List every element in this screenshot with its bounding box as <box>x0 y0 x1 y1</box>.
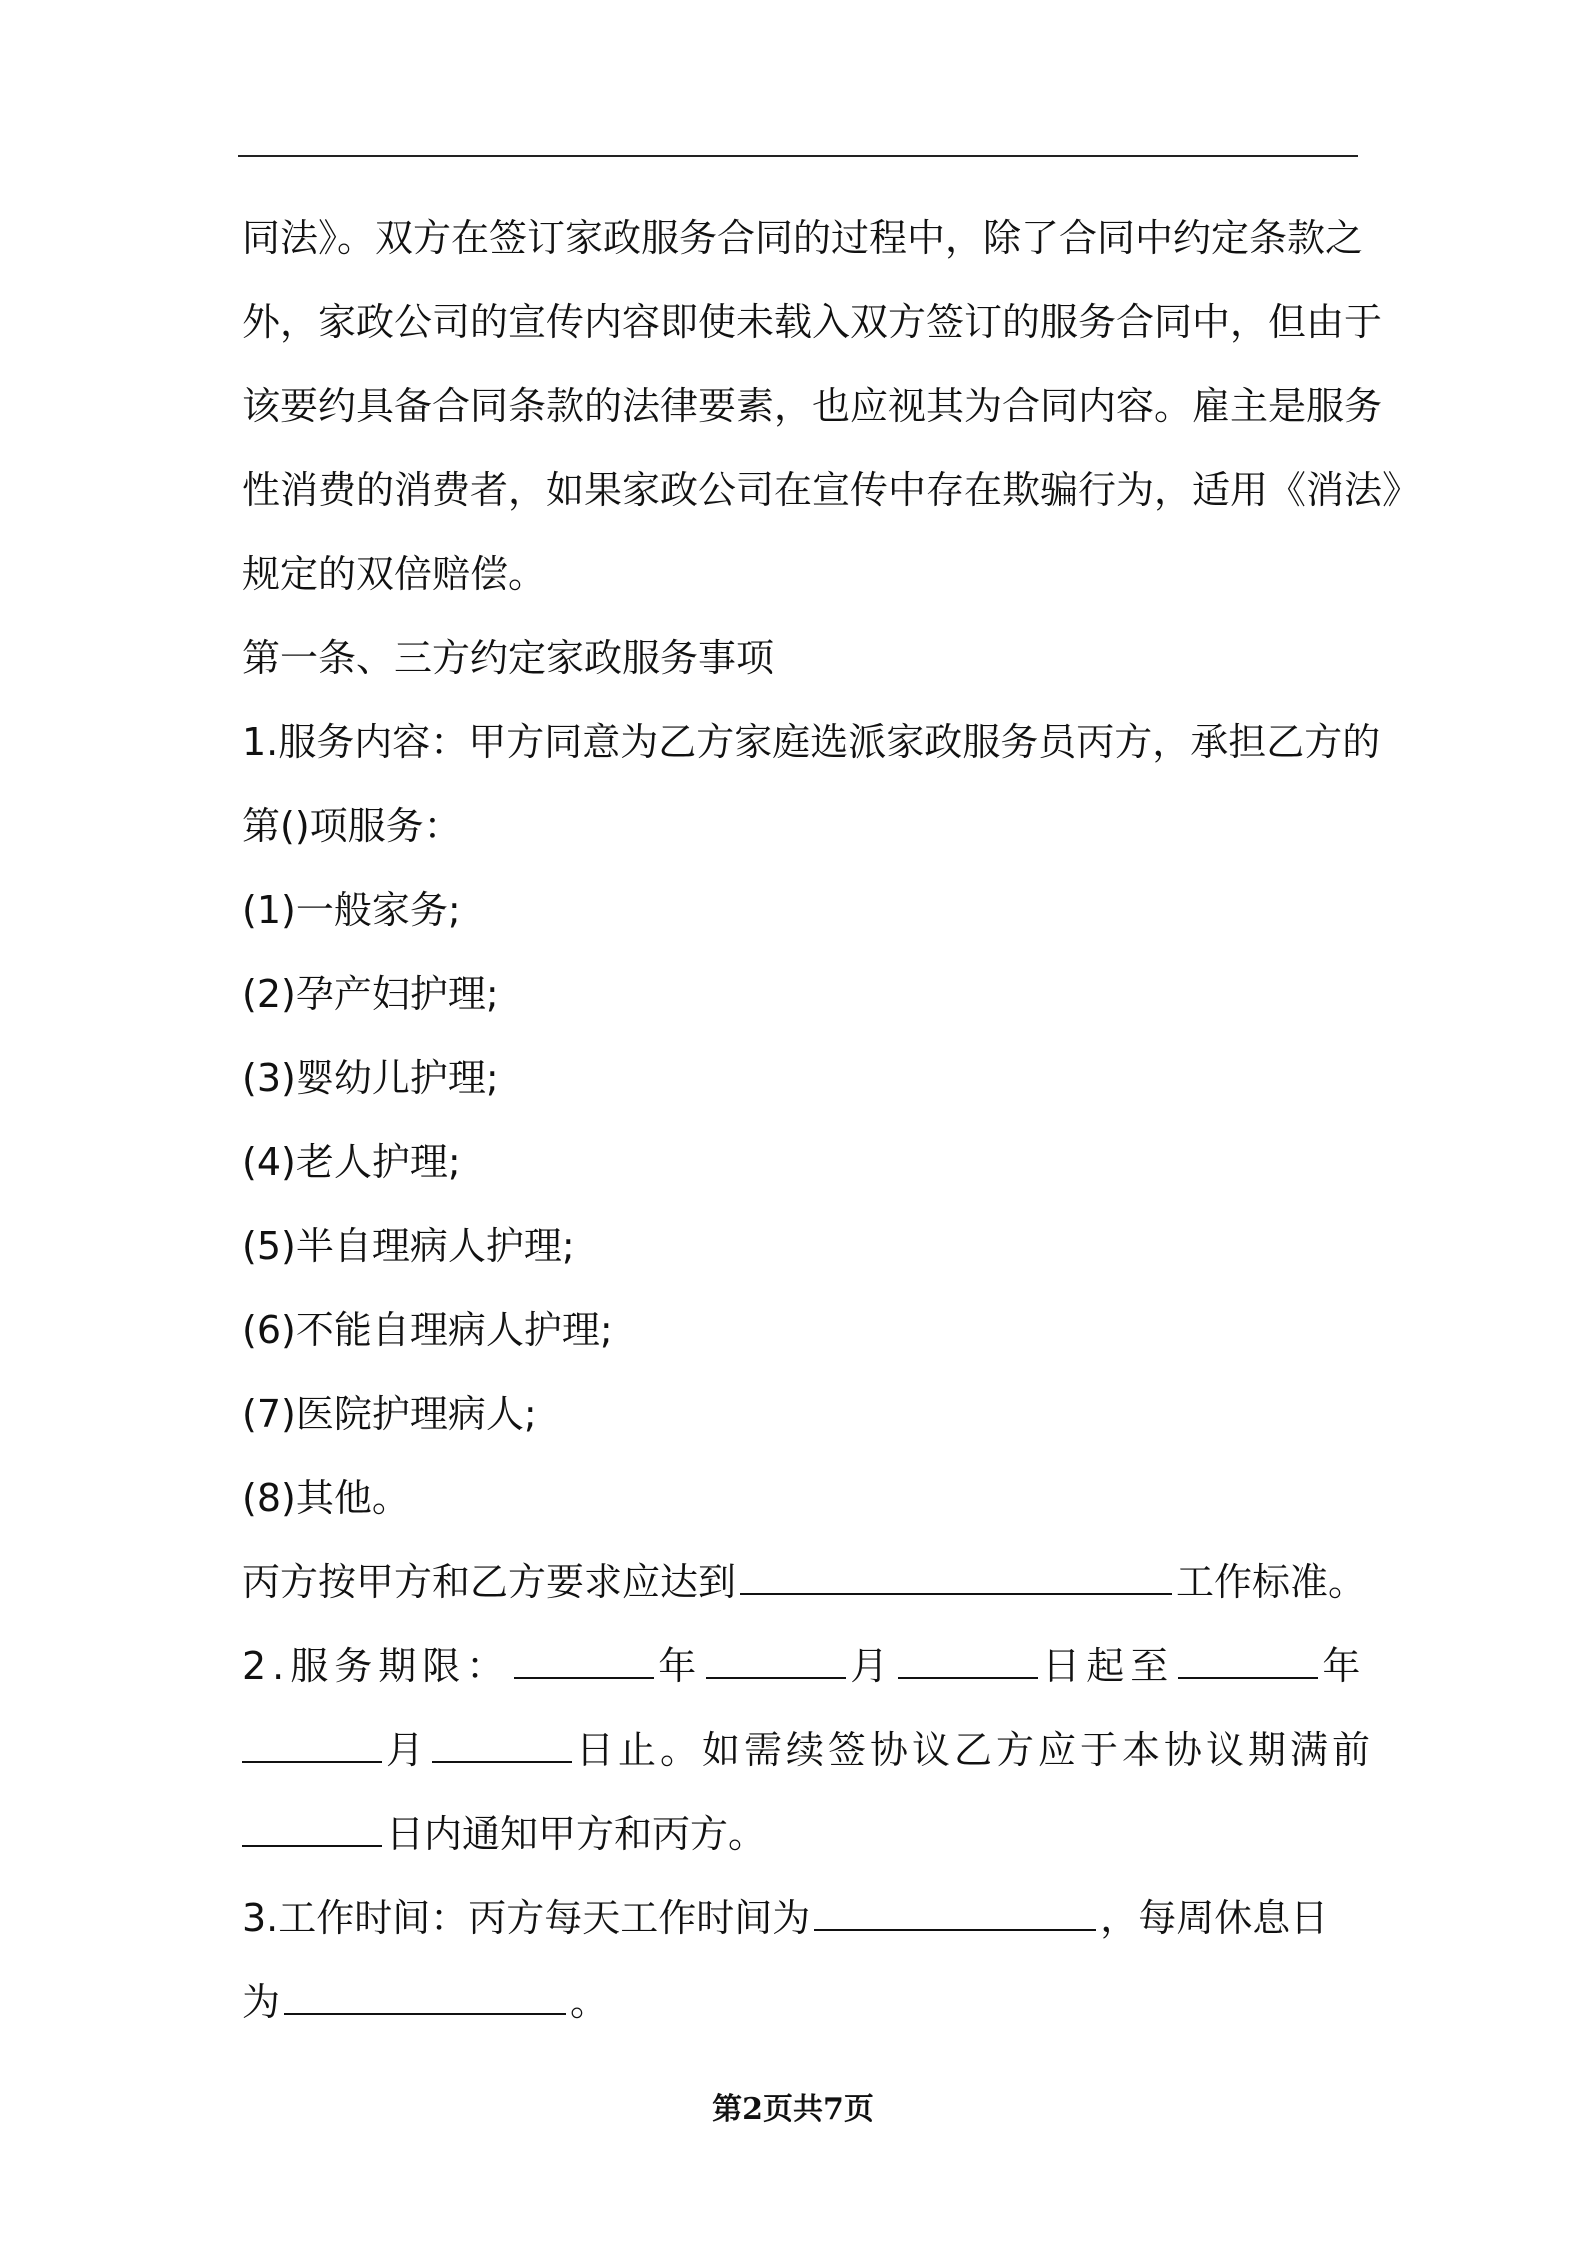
year-label: 年 <box>658 1644 703 1688</box>
month-label: 月 <box>386 1728 429 1772</box>
paragraph-line: 性消费的消费者，如果家政公司在宣传中存在欺骗行为，适用《消法》 <box>242 468 1421 512</box>
rest-day-suffix: 。 <box>570 1980 609 2024</box>
work-hours-mid: ，每周休息日 <box>1100 1896 1329 1940</box>
service-item: (7)医院护理病人; <box>242 1392 537 1436</box>
service-item: (6)不能自理病人护理; <box>242 1308 613 1352</box>
work-standard-prefix: 丙方按甲方和乙方要求应达到 <box>242 1560 737 1604</box>
paragraph-line: 规定的双倍赔偿。 <box>242 552 547 596</box>
work-standard-line <box>242 1540 1367 1624</box>
document-body <box>242 196 1421 2044</box>
work-standard-suffix: 工作标准。 <box>1176 1560 1367 1604</box>
start-month-blank <box>706 1647 846 1679</box>
page-number: 第2页共7页 <box>712 2092 874 2127</box>
service-term-line <box>242 1792 1356 1876</box>
notice-days-blank <box>242 1815 382 1847</box>
notice-text: 日内通知甲方和丙方。 <box>386 1812 767 1856</box>
end-month-blank <box>242 1731 382 1763</box>
paragraph-line: 该要约具备合同条款的法律要素，也应视其为合同内容。雇主是服务 <box>242 384 1383 428</box>
header-rule <box>238 155 1358 157</box>
start-year-blank <box>514 1647 654 1679</box>
service-term-line <box>242 1708 1375 1792</box>
work-hours-line <box>242 1960 1356 2044</box>
work-hours-line <box>242 1876 1356 1960</box>
rest-day-prefix: 为 <box>242 1980 281 2024</box>
paragraph-line: 同法》。双方在签订家政服务合同的过程中，除了合同中约定条款之 <box>242 216 1364 260</box>
service-term-line <box>242 1624 1367 1708</box>
service-term-label: 2.服务期限： <box>242 1644 511 1688</box>
service-item: (4)老人护理; <box>242 1140 461 1184</box>
year-label: 年 <box>1322 1644 1367 1688</box>
daily-hours-blank <box>814 1899 1096 1931</box>
service-item: (3)婴幼儿护理; <box>242 1056 499 1100</box>
rest-day-blank <box>284 1983 566 2015</box>
service-content-line: 第()项服务： <box>242 804 462 848</box>
work-standard-blank <box>740 1563 1172 1595</box>
month-label: 月 <box>850 1644 895 1688</box>
paragraph-line: 外，家政公司的宣传内容即使未载入双方签订的服务合同中，但由于 <box>242 300 1383 344</box>
article-heading: 第一条、三方约定家政服务事项 <box>242 636 775 680</box>
service-item: (5)半自理病人护理; <box>242 1224 575 1268</box>
service-item: (8)其他。 <box>242 1476 410 1520</box>
service-item: (1)一般家务; <box>242 888 461 932</box>
start-day-blank <box>898 1647 1038 1679</box>
day-from-label: 日起至 <box>1042 1644 1175 1688</box>
renewal-text: 日止。如需续签协议乙方应于本协议期满前 <box>576 1728 1375 1772</box>
service-content-line: 1.服务内容：甲方同意为乙方家庭选派家政服务员丙方，承担乙方的 <box>242 720 1381 764</box>
end-day-blank <box>432 1731 572 1763</box>
work-hours-prefix: 3.工作时间：丙方每天工作时间为 <box>242 1896 811 1940</box>
end-year-blank <box>1178 1647 1318 1679</box>
service-item: (2)孕产妇护理; <box>242 972 499 1016</box>
